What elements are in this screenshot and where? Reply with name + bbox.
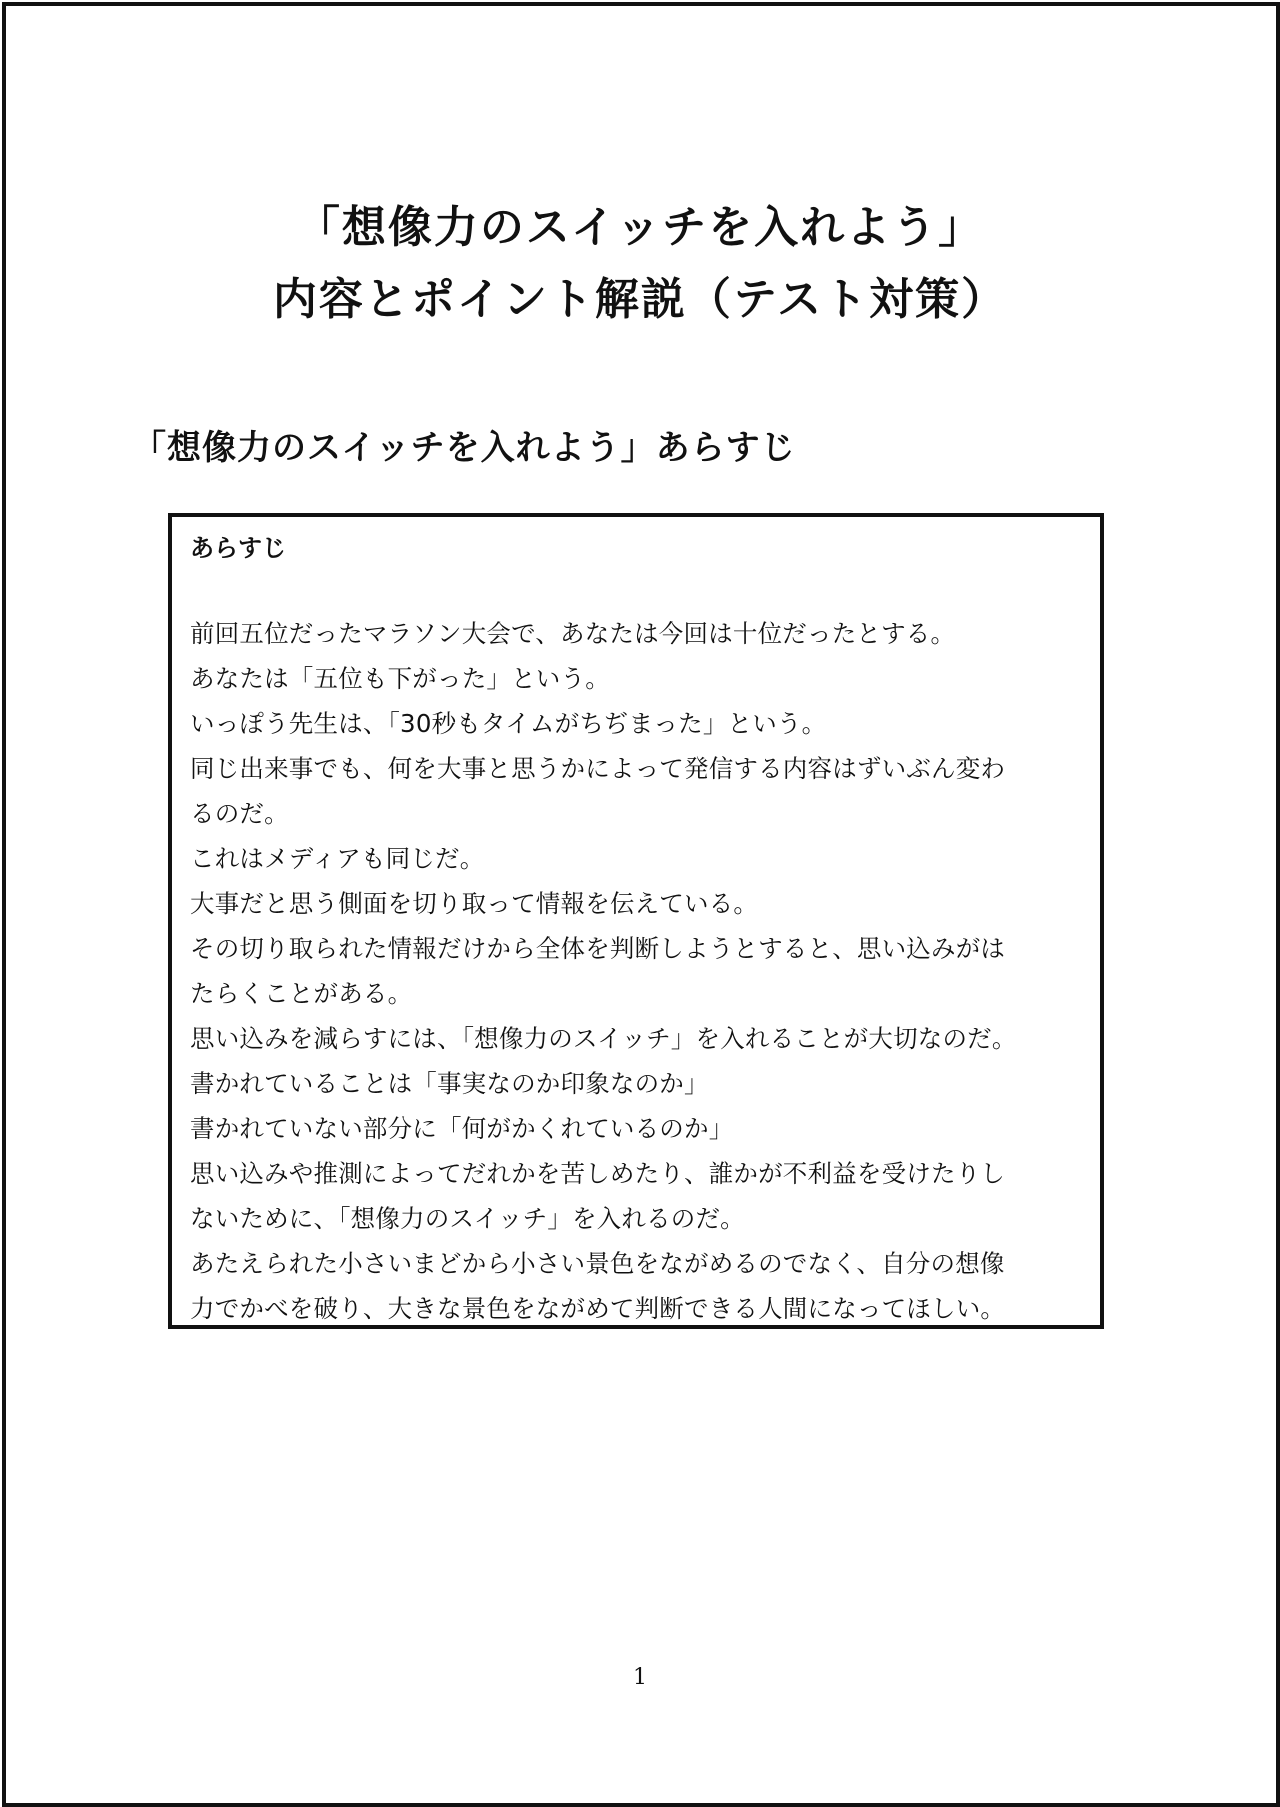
summary-line: あたえられた小さいまどから小さい景色をながめるのでなく、自分の想像 xyxy=(190,1249,1005,1278)
summary-line: たらくことがある。 xyxy=(190,979,413,1008)
summary-line: 書かれていない部分に「何がかくれているのか」 xyxy=(190,1114,734,1143)
summary-line: 大事だと思う側面を切り取って情報を伝えている。 xyxy=(190,889,759,918)
summary-line: 力でかべを破り、大きな景色をながめて判断できる人間になってほしい。 xyxy=(190,1294,1006,1323)
summary-line: あなたは「五位も下がった」という。 xyxy=(190,664,610,693)
summary-line: 前回五位だったマラソン大会で、あなたは今回は十位だったとする。 xyxy=(190,619,956,648)
page-number: 1 xyxy=(633,1665,647,1690)
summary-line: るのだ。 xyxy=(190,799,289,828)
summary-line: 同じ出来事でも、何を大事と思うかによって発信する内容はずいぶん変わ xyxy=(190,754,1006,783)
summary-label: あらすじ xyxy=(190,534,286,562)
summary-line: 思い込みを減らすには、「想像力のスイッチ」を入れることが大切なのだ。 xyxy=(190,1024,1017,1053)
document-title xyxy=(0,192,1280,336)
section-heading: 「想像力のスイッチを入れよう」あらすじ xyxy=(132,428,796,468)
summary-box xyxy=(168,513,1104,1329)
title-line-2: 内容とポイント解説（テスト対策） xyxy=(272,274,1008,325)
summary-spacer xyxy=(190,565,1082,611)
summary-line: 書かれていることは「事実なのか印象なのか」 xyxy=(190,1069,709,1098)
summary-line: 思い込みや推測によってだれかを苦しめたり、誰かが不利益を受けたりし xyxy=(190,1159,1006,1188)
summary-line: いっぽう先生は、「30秒もタイムがちぢまった」という。 xyxy=(190,709,827,738)
title-line-1: 「想像力のスイッチを入れよう」 xyxy=(295,202,985,253)
summary-line: これはメディアも同じだ。 xyxy=(190,844,485,873)
summary-line: その切り取られた情報だけから全体を判断しようとすると、思い込みがは xyxy=(190,934,1006,963)
summary-line: ないために、「想像力のスイッチ」を入れるのだ。 xyxy=(190,1204,745,1233)
